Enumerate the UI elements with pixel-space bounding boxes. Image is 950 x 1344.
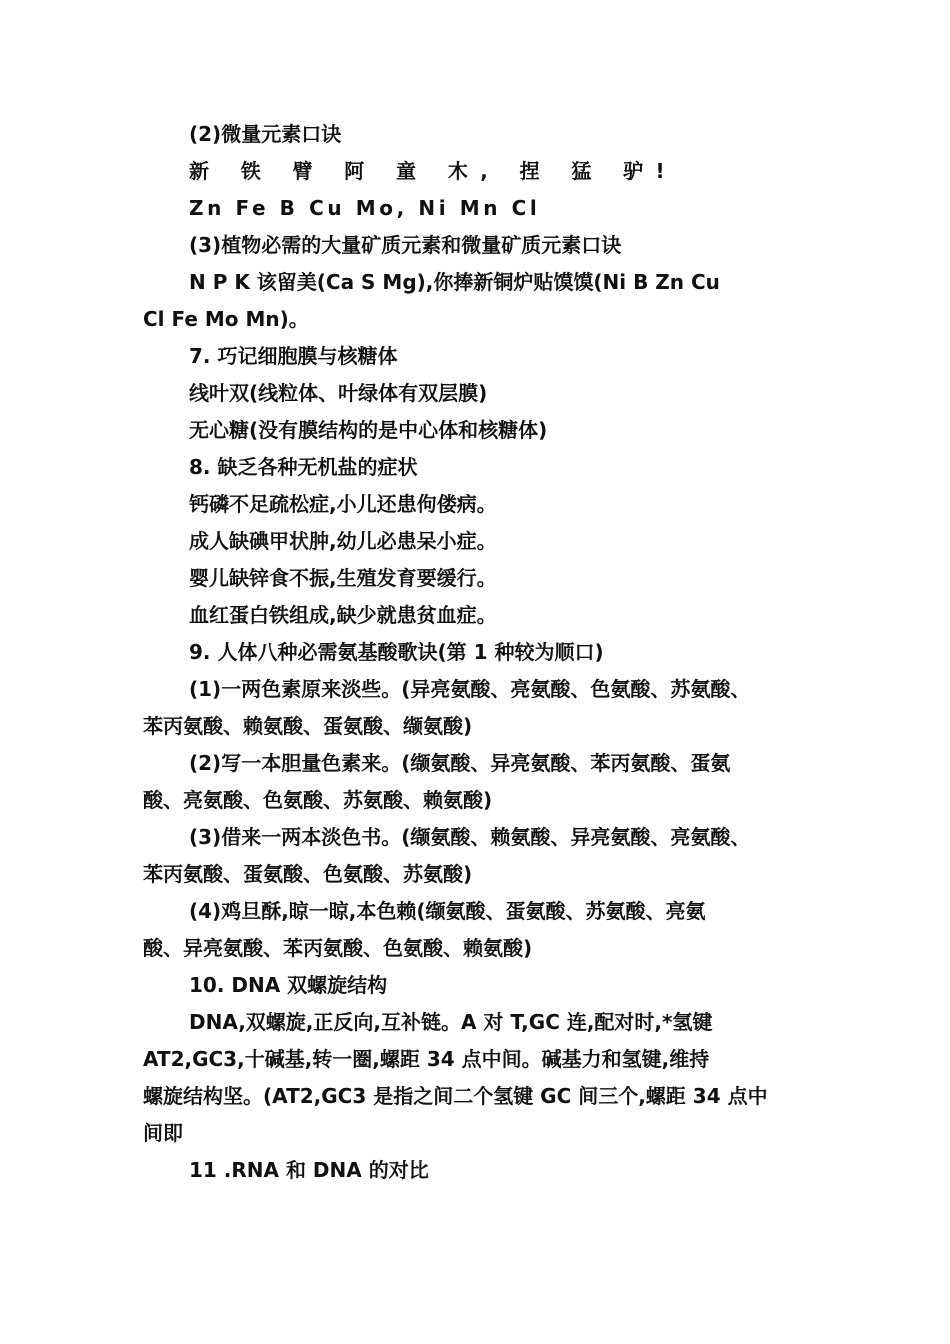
text-line-11: 钙磷不足疏松症,小儿还患佝偻病。 xyxy=(189,492,497,516)
text-line-21: 苯丙氨酸、蛋氨酸、色氨酸、苏氨酸) xyxy=(143,862,473,886)
text-line-28: 间即 xyxy=(143,1121,183,1145)
text-line-9: 无心糖(没有膜结构的是中心体和核糖体) xyxy=(189,418,548,442)
text-line-12: 成人缺碘甲状肿,幼儿必患呆小症。 xyxy=(189,529,497,553)
text-line-15: 9. 人体八种必需氨基酸歌诀(第 1 种较为顺口) xyxy=(189,640,604,664)
text-line-6: Cl Fe Mo Mn)。 xyxy=(143,307,309,331)
text-line-10: 8. 缺乏各种无机盐的症状 xyxy=(189,455,418,479)
text-line-8: 线叶双(线粒体、叶绿体有双层膜) xyxy=(189,381,488,405)
text-line-16: (1)一两色素原来淡些。(异亮氨酸、亮氨酸、色氨酸、苏氨酸、 xyxy=(189,677,751,701)
text-line-26: AT2,GC3,十碱基,转一圈,螺距 34 点中间。碱基力和氢键,维持 xyxy=(143,1047,710,1071)
text-line-27: 螺旋结构坚。(AT2,GC3 是指之间二个氢键 GC 间三个,螺距 34 点中 xyxy=(143,1084,768,1108)
text-line-25: DNA,双螺旋,正反向,互补链。A 对 T,GC 连,配对时,*氢键 xyxy=(189,1010,713,1034)
text-line-29: 11 .RNA 和 DNA 的对比 xyxy=(189,1158,429,1182)
text-line-5: N P K 该留美(Ca S Mg),你捧新铜炉贴馍馍(Ni B Zn Cu xyxy=(189,270,720,294)
text-line-23: 酸、异亮氨酸、苯丙氨酸、色氨酸、赖氨酸) xyxy=(143,936,533,960)
text-line-2: 新 铁 臂 阿 童 木, 捏 猛 驴! xyxy=(189,159,678,183)
text-line-7: 7. 巧记细胞膜与核糖体 xyxy=(189,344,398,368)
text-line-22: (4)鸡旦酥,晾一晾,本色赖(缬氨酸、蛋氨酸、苏氨酸、亮氨 xyxy=(189,899,706,923)
text-line-3: Zn Fe B Cu Mo, Ni Mn Cl xyxy=(189,196,541,220)
text-line-20: (3)借来一两本淡色书。(缬氨酸、赖氨酸、异亮氨酸、亮氨酸、 xyxy=(189,825,751,849)
text-line-13: 婴儿缺锌食不振,生殖发育要缓行。 xyxy=(189,566,497,590)
text-line-18: (2)写一本胆量色素来。(缬氨酸、异亮氨酸、苯丙氨酸、蛋氨 xyxy=(189,751,731,775)
text-line-4: (3)植物必需的大量矿质元素和微量矿质元素口诀 xyxy=(189,233,622,257)
text-line-24: 10. DNA 双螺旋结构 xyxy=(189,973,388,997)
text-line-1: (2)微量元素口诀 xyxy=(189,122,342,146)
text-line-17: 苯丙氨酸、赖氨酸、蛋氨酸、缬氨酸) xyxy=(143,714,473,738)
text-line-19: 酸、亮氨酸、色氨酸、苏氨酸、赖氨酸) xyxy=(143,788,493,812)
text-line-14: 血红蛋白铁组成,缺少就患贫血症。 xyxy=(189,603,497,627)
